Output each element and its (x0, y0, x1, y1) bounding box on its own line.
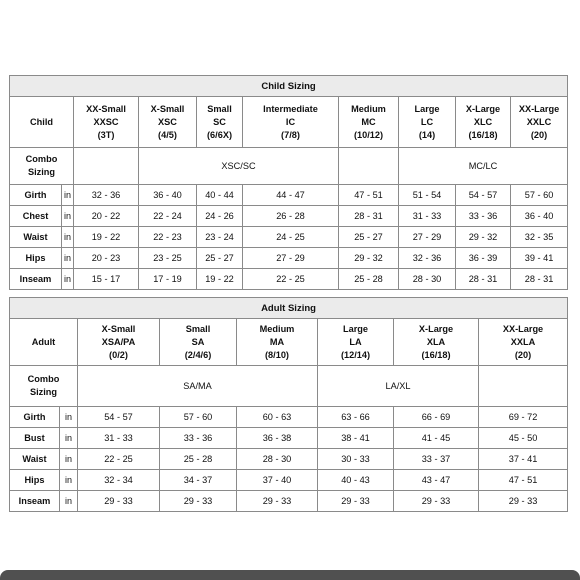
value-cell: 26 - 28 (243, 206, 339, 227)
adult-corner-label: Adult (10, 319, 78, 366)
child-size-header: Small SC (6/6X) (197, 97, 243, 148)
value-cell: 29 - 32 (339, 248, 399, 269)
table-row (10, 227, 568, 248)
unit-cell: in (62, 248, 74, 269)
adult-size-header: XX-Large XXLA (20) (479, 319, 568, 366)
row-label: Hips (10, 248, 62, 269)
value-cell: 34 - 37 (160, 470, 237, 491)
child-combo-label: Combo Sizing (10, 148, 74, 185)
value-cell: 37 - 41 (479, 449, 568, 470)
value-cell: 22 - 23 (139, 227, 197, 248)
value-cell: 66 - 69 (394, 407, 479, 428)
table-row (10, 407, 568, 428)
adult-combo-label: Combo Sizing (10, 366, 78, 407)
child-combo-xsc-sc: XSC/SC (139, 148, 339, 185)
child-corner-label: Child (10, 97, 74, 148)
unit-cell: in (62, 185, 74, 206)
adult-combo-sa-ma: SA/MA (78, 366, 318, 407)
value-cell: 57 - 60 (160, 407, 237, 428)
value-cell: 40 - 44 (197, 185, 243, 206)
value-cell: 43 - 47 (394, 470, 479, 491)
child-size-header: XX-Large XXLC (20) (511, 97, 568, 148)
value-cell: 28 - 31 (339, 206, 399, 227)
value-cell: 23 - 24 (197, 227, 243, 248)
value-cell: 19 - 22 (197, 269, 243, 290)
table-row (10, 491, 568, 512)
value-cell: 25 - 28 (339, 269, 399, 290)
value-cell: 33 - 37 (394, 449, 479, 470)
table-row (10, 206, 568, 227)
value-cell: 54 - 57 (456, 185, 511, 206)
row-label: Girth (10, 407, 60, 428)
unit-cell: in (60, 407, 78, 428)
value-cell: 38 - 41 (318, 428, 394, 449)
child-size-header: XX-Small XXSC (3T) (74, 97, 139, 148)
value-cell: 28 - 31 (511, 269, 568, 290)
value-cell: 22 - 24 (139, 206, 197, 227)
child-size-header: X-Large XLC (16/18) (456, 97, 511, 148)
unit-cell: in (60, 449, 78, 470)
value-cell: 23 - 25 (139, 248, 197, 269)
value-cell: 36 - 40 (511, 206, 568, 227)
value-cell: 25 - 27 (197, 248, 243, 269)
value-cell: 63 - 66 (318, 407, 394, 428)
row-label: Hips (10, 470, 60, 491)
value-cell: 24 - 25 (243, 227, 339, 248)
adult-sizing-table (9, 297, 568, 512)
adult-size-header: Large LA (12/14) (318, 319, 394, 366)
value-cell: 36 - 38 (237, 428, 318, 449)
value-cell: 32 - 36 (74, 185, 139, 206)
table-row (10, 428, 568, 449)
table-row (10, 269, 568, 290)
row-label: Waist (10, 449, 60, 470)
value-cell: 31 - 33 (78, 428, 160, 449)
value-cell: 33 - 36 (456, 206, 511, 227)
value-cell: 15 - 17 (74, 269, 139, 290)
value-cell: 45 - 50 (479, 428, 568, 449)
child-size-header: X-Small XSC (4/5) (139, 97, 197, 148)
value-cell: 44 - 47 (243, 185, 339, 206)
value-cell: 41 - 45 (394, 428, 479, 449)
child-combo-empty (339, 148, 399, 185)
value-cell: 54 - 57 (78, 407, 160, 428)
value-cell: 20 - 22 (74, 206, 139, 227)
row-label: Girth (10, 185, 62, 206)
value-cell: 32 - 36 (399, 248, 456, 269)
value-cell: 28 - 30 (399, 269, 456, 290)
adult-combo-empty (479, 366, 568, 407)
value-cell: 29 - 32 (456, 227, 511, 248)
value-cell: 30 - 33 (318, 449, 394, 470)
value-cell: 32 - 34 (78, 470, 160, 491)
child-combo-empty (74, 148, 139, 185)
child-combo-mc-lc: MC/LC (399, 148, 568, 185)
value-cell: 17 - 19 (139, 269, 197, 290)
child-size-header: Large LC (14) (399, 97, 456, 148)
value-cell: 33 - 36 (160, 428, 237, 449)
value-cell: 32 - 35 (511, 227, 568, 248)
value-cell: 24 - 26 (197, 206, 243, 227)
adult-size-header: Medium MA (8/10) (237, 319, 318, 366)
bottom-bar (0, 570, 580, 580)
value-cell: 47 - 51 (339, 185, 399, 206)
value-cell: 36 - 40 (139, 185, 197, 206)
adult-table-title: Adult Sizing (10, 298, 568, 319)
value-cell: 28 - 30 (237, 449, 318, 470)
value-cell: 40 - 43 (318, 470, 394, 491)
value-cell: 39 - 41 (511, 248, 568, 269)
row-label: Bust (10, 428, 60, 449)
adult-size-header: X-Large XLA (16/18) (394, 319, 479, 366)
value-cell: 27 - 29 (243, 248, 339, 269)
table-row (10, 248, 568, 269)
value-cell: 25 - 27 (339, 227, 399, 248)
value-cell: 25 - 28 (160, 449, 237, 470)
unit-cell: in (62, 269, 74, 290)
value-cell: 36 - 39 (456, 248, 511, 269)
value-cell: 60 - 63 (237, 407, 318, 428)
child-sizing-table (9, 75, 568, 290)
row-label: Waist (10, 227, 62, 248)
row-label: Inseam (10, 269, 62, 290)
value-cell: 37 - 40 (237, 470, 318, 491)
value-cell: 29 - 33 (237, 491, 318, 512)
value-cell: 28 - 31 (456, 269, 511, 290)
child-size-header: Intermediate IC (7/8) (243, 97, 339, 148)
table-row (10, 449, 568, 470)
row-label: Chest (10, 206, 62, 227)
unit-cell: in (62, 206, 74, 227)
row-label: Inseam (10, 491, 60, 512)
value-cell: 29 - 33 (78, 491, 160, 512)
unit-cell: in (62, 227, 74, 248)
value-cell: 69 - 72 (479, 407, 568, 428)
child-size-header: Medium MC (10/12) (339, 97, 399, 148)
value-cell: 20 - 23 (74, 248, 139, 269)
adult-size-header: Small SA (2/4/6) (160, 319, 237, 366)
table-row (10, 185, 568, 206)
table-row (10, 470, 568, 491)
value-cell: 29 - 33 (394, 491, 479, 512)
unit-cell: in (60, 491, 78, 512)
value-cell: 19 - 22 (74, 227, 139, 248)
value-cell: 31 - 33 (399, 206, 456, 227)
value-cell: 51 - 54 (399, 185, 456, 206)
value-cell: 29 - 33 (318, 491, 394, 512)
value-cell: 29 - 33 (160, 491, 237, 512)
value-cell: 57 - 60 (511, 185, 568, 206)
value-cell: 22 - 25 (78, 449, 160, 470)
unit-cell: in (60, 470, 78, 491)
adult-size-header: X-Small XSA/PA (0/2) (78, 319, 160, 366)
value-cell: 47 - 51 (479, 470, 568, 491)
value-cell: 22 - 25 (243, 269, 339, 290)
unit-cell: in (60, 428, 78, 449)
value-cell: 27 - 29 (399, 227, 456, 248)
value-cell: 29 - 33 (479, 491, 568, 512)
adult-combo-la-xl: LA/XL (318, 366, 479, 407)
child-table-title: Child Sizing (10, 76, 568, 97)
